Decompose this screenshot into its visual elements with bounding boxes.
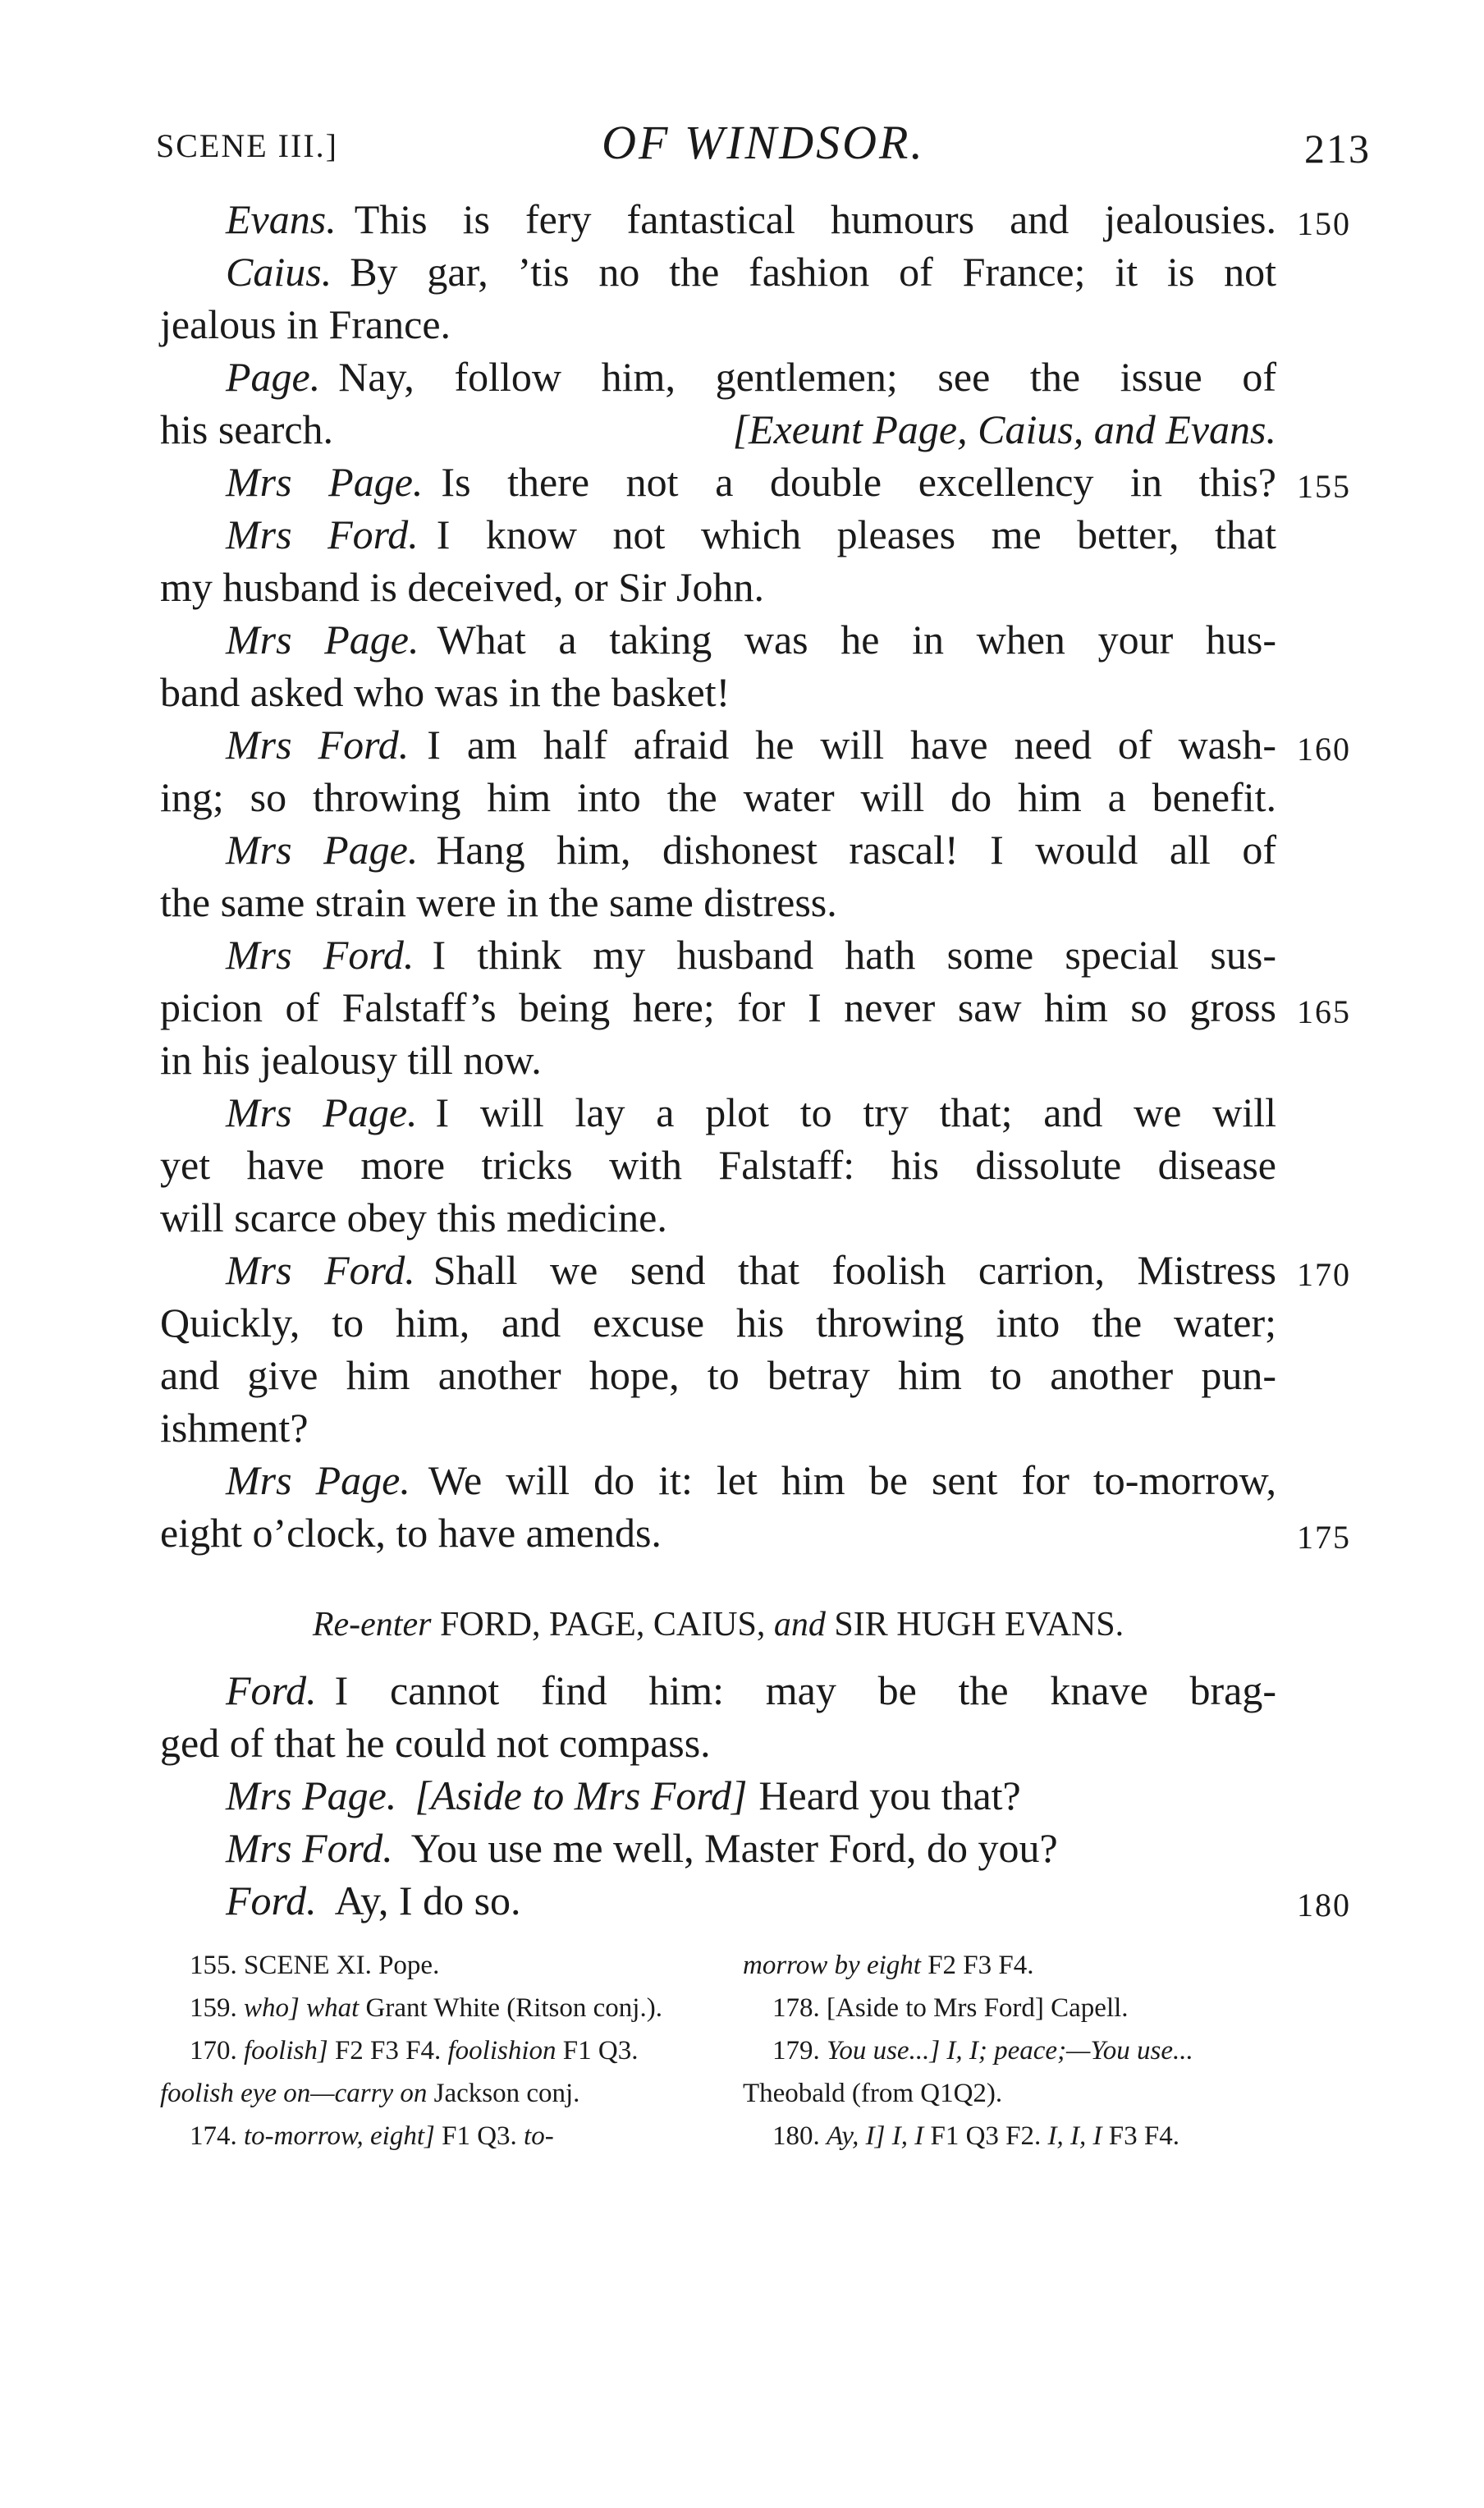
- text-line: [160, 613, 1276, 666]
- text-line: [160, 351, 1276, 403]
- running-header: [156, 115, 1371, 172]
- text-line: [160, 876, 1276, 928]
- footnote-lemma: You use...]: [827, 2036, 941, 2066]
- speech: I cannot find him: may be the knave brag-: [334, 1667, 1276, 1713]
- footnote-source: Theobald (from Q1Q2).: [743, 2079, 1003, 2108]
- scene-label: SCENE III.]: [156, 127, 338, 164]
- footnote-lemma: to-morrow, eight]: [244, 2121, 435, 2151]
- text-line: [160, 1664, 1276, 1717]
- text-line: [160, 245, 1276, 298]
- footnote-source: Grant White (Ritson conj.).: [365, 1993, 662, 2023]
- stage-entry: [160, 1598, 1276, 1651]
- footnote-lemma: foolish]: [244, 2036, 328, 2066]
- speech: band asked who was in the basket!: [160, 669, 731, 715]
- text-line: [160, 1086, 1276, 1139]
- text-line: [160, 298, 1276, 351]
- text-line: [160, 718, 1351, 771]
- line-number: 150: [1297, 205, 1351, 242]
- speaker: Mrs Ford.: [226, 1247, 415, 1293]
- speech: You use me well, Master Ford, do you?: [410, 1825, 1058, 1871]
- speech: ing; so throwing him into the water will do him a benefit.: [160, 774, 1276, 820]
- footnote-reading: I, I; peace;—You use...: [946, 2036, 1193, 2066]
- speech: ishment?: [160, 1405, 309, 1451]
- speech: picion of Falstaff’s being here; for I never saw him so gross: [160, 984, 1276, 1030]
- entry-and: and: [773, 1606, 826, 1644]
- speaker: Mrs Page.: [226, 459, 424, 505]
- speech: eight o’clock, to have amends.: [160, 1510, 662, 1556]
- speaker: Caius.: [226, 249, 332, 295]
- text-line: [160, 1191, 1276, 1244]
- text-line: [160, 561, 1276, 613]
- text-line: [160, 1454, 1276, 1506]
- entry-re: Re-enter: [312, 1606, 432, 1644]
- footnote-number: 159.: [190, 1993, 237, 2023]
- speech: and give him another hope, to betray him to another pun-: [160, 1352, 1276, 1398]
- text-line: [160, 403, 1276, 456]
- text-line: [160, 1349, 1276, 1401]
- footnote-lemma: who]: [244, 1993, 300, 2023]
- footnote-reading: foolish eye on—carry on: [160, 2079, 428, 2108]
- footnote: [160, 2029, 698, 2115]
- speaker: Ford.: [226, 1667, 317, 1713]
- speech: jealous in France.: [160, 301, 451, 347]
- footnote: [743, 2029, 1285, 2115]
- footnote-text: SCENE XI. Pope.: [244, 1951, 440, 1980]
- speaker: Mrs Ford.: [226, 511, 419, 557]
- footnote: [160, 2115, 698, 2157]
- line-number: 175: [1297, 1519, 1351, 1556]
- footnote-source: F2 F3 F4.: [334, 2036, 442, 2066]
- text-line: [160, 1139, 1276, 1191]
- footnote-reading: I, I, I: [1047, 2121, 1102, 2151]
- speech: Nay, follow him, gentlemen; see the issue of: [338, 354, 1276, 400]
- text-line: [160, 771, 1276, 823]
- speech: I am half afraid he will have need of wash-: [427, 722, 1276, 768]
- text-line: [160, 1401, 1276, 1454]
- speaker: Mrs Ford.: [226, 932, 415, 978]
- speech: my husband is deceived, or Sir John.: [160, 564, 765, 610]
- speaker: Mrs Page.: [226, 1457, 410, 1503]
- speech: Quickly, to him, and excuse his throwing into the water;: [160, 1300, 1276, 1346]
- speech: What a taking was he in when your hus-: [437, 617, 1276, 663]
- text-line: [160, 1822, 1276, 1874]
- footnote-source: F1 Q3 F2.: [930, 2121, 1042, 2151]
- text-line: [160, 928, 1276, 981]
- text-line: [160, 1874, 1351, 1927]
- footnote-source: F2 F3 F4.: [928, 1951, 1034, 1980]
- speech: I will lay a plot to try that; and we will: [435, 1089, 1276, 1135]
- speech: This is fery fantastical humours and jealousies.: [354, 196, 1276, 242]
- text-line: [160, 508, 1276, 561]
- text-line: [160, 1769, 1276, 1822]
- speech: Hang him, dishonest rascal! I would all of: [436, 827, 1276, 873]
- text-line: [160, 1296, 1276, 1349]
- play-text: [160, 193, 1351, 1927]
- footnote-number: 174.: [190, 2121, 237, 2151]
- speech: Heard you that?: [758, 1772, 1021, 1818]
- footnote-reading: to-: [524, 2121, 554, 2151]
- footnote-reading: I, I: [891, 2121, 924, 2151]
- footnote-lemma: Ay, I]: [827, 2121, 886, 2151]
- footnote-reading: morrow by eight: [743, 1951, 921, 1980]
- speaker: Evans.: [226, 196, 337, 242]
- line-number: 170: [1297, 1256, 1351, 1293]
- speech: I know not which pleases me better, that: [436, 511, 1276, 557]
- footnote-text: [Aside to Mrs Ford] Capell.: [827, 1993, 1129, 2023]
- footnote: [160, 1944, 698, 1987]
- speaker: Page.: [226, 354, 321, 400]
- speaker: Mrs Page.: [226, 617, 419, 663]
- speech: ged of that he could not compass.: [160, 1720, 711, 1766]
- footnote-reading: foolishion: [447, 2036, 556, 2066]
- text-line: [160, 193, 1351, 245]
- speech: Shall we send that foolish carrion, Mistress: [433, 1247, 1276, 1293]
- speaker: Mrs Ford.: [226, 722, 410, 768]
- footnote: [743, 1987, 1285, 2029]
- footnote-continued: [743, 1944, 1285, 1987]
- footnotes-left: [160, 1944, 698, 2157]
- speaker: Mrs Page.: [226, 1089, 418, 1135]
- page-title: OF WINDSOR.: [602, 116, 925, 169]
- speech: will scarce obey this medicine.: [160, 1194, 667, 1240]
- footnote-number: 155.: [190, 1951, 237, 1980]
- speech: his search.: [160, 406, 334, 452]
- footnote: [160, 1987, 698, 2029]
- speaker: Mrs Ford.: [226, 1825, 393, 1871]
- text-line: [160, 666, 1276, 718]
- line-number: 160: [1297, 731, 1351, 768]
- text-line: [160, 1244, 1351, 1296]
- speech: We will do it: let him be sent for to-morrow,: [428, 1457, 1276, 1503]
- speaker: Mrs Page.: [226, 1772, 397, 1818]
- footnotes-right: [743, 1944, 1285, 2157]
- footnote-source: F1 Q3.: [442, 2121, 517, 2151]
- speech: yet have more tricks with Falstaff: his dissolute disease: [160, 1142, 1276, 1188]
- footnote: [743, 2115, 1285, 2157]
- line-number: 155: [1297, 468, 1351, 505]
- speaker: Mrs Page.: [226, 827, 419, 873]
- entry-names: SIR HUGH EVANS.: [834, 1606, 1124, 1644]
- speech: By gar, ’tis no the fashion of France; it is not: [350, 249, 1276, 295]
- text-line: [160, 456, 1351, 508]
- footnote-number: 178.: [772, 1993, 820, 2023]
- speech: in his jealousy till now.: [160, 1037, 542, 1083]
- footnote-number: 170.: [190, 2036, 237, 2066]
- speaker: Ford.: [226, 1878, 317, 1923]
- aside-direction: [Aside to Mrs Ford]: [415, 1772, 748, 1818]
- speech: the same strain were in the same distress.: [160, 879, 837, 925]
- text-line: [160, 1717, 1276, 1769]
- footnote-source: Jackson conj.: [433, 2079, 580, 2108]
- footnote-reading: what: [306, 1993, 360, 2023]
- text-line: [160, 823, 1276, 876]
- line-number: 180: [1297, 1887, 1351, 1923]
- footnote-source: F1 Q3.: [562, 2036, 639, 2066]
- entry-names: FORD, PAGE, CAIUS,: [439, 1606, 766, 1644]
- text-line: [160, 1034, 1276, 1086]
- text-line: [160, 981, 1351, 1034]
- footnote-source: F3 F4.: [1108, 2121, 1179, 2151]
- footnote-number: 179.: [772, 2036, 820, 2066]
- line-number: 165: [1297, 993, 1351, 1030]
- footnote-number: 180.: [772, 2121, 820, 2151]
- speech: Ay, I do so.: [334, 1878, 521, 1923]
- text-line: [160, 1506, 1351, 1559]
- speech: Is there not a double excellency in this?: [441, 459, 1276, 505]
- page-number: 213: [1304, 126, 1371, 172]
- speech: I think my husband hath some special sus-: [432, 932, 1276, 978]
- stage-direction: [Exeunt Page, Caius, and Evans.: [732, 406, 1276, 452]
